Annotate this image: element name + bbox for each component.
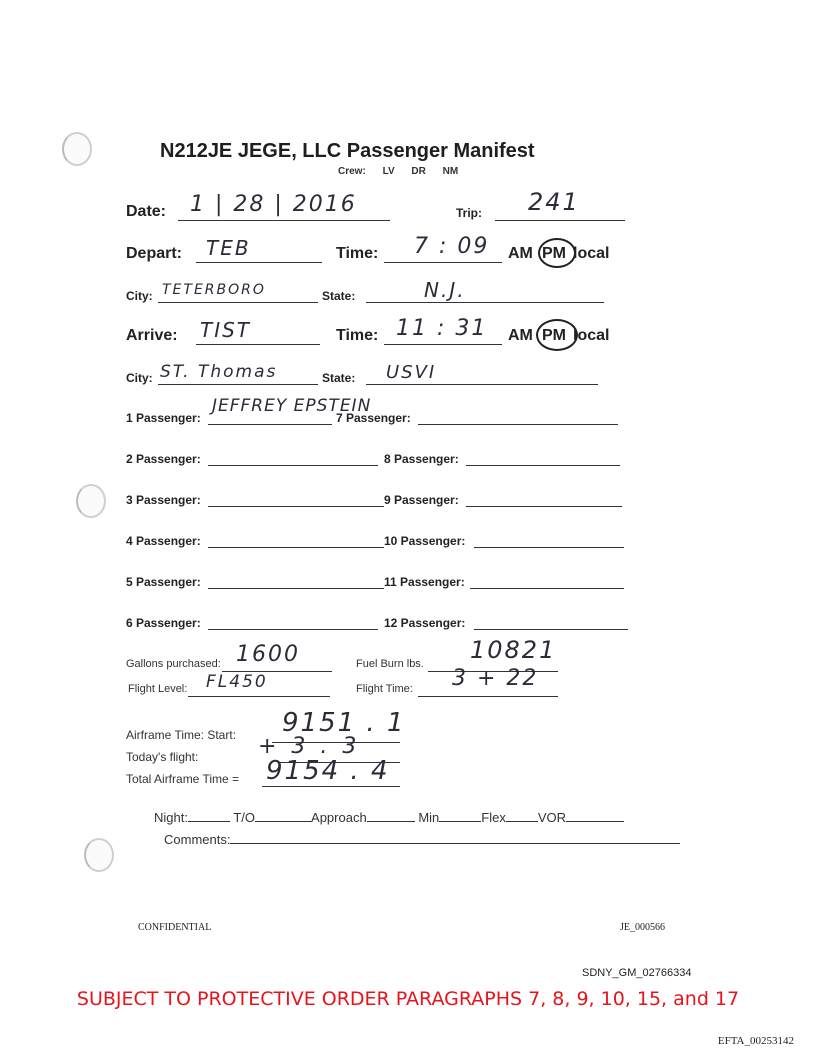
trip-label: Trip: — [456, 206, 482, 220]
passenger-label-9: 9 Passenger: — [384, 493, 459, 507]
crew-label: Crew: — [338, 166, 366, 177]
gallons-label: Gallons purchased: — [126, 658, 221, 670]
todays-flight-value: + 3 . 3 — [258, 734, 361, 759]
binder-hole-top — [62, 132, 92, 166]
manifest-title: N212JE JEGE, LLC Passenger Manifest — [160, 140, 535, 162]
to-label: T/O — [233, 810, 256, 825]
fuel-burn-value: 10821 — [470, 636, 557, 664]
arrive-city-label: City: — [126, 371, 153, 385]
passenger-line-5 — [208, 588, 384, 589]
flex-label: Flex — [481, 810, 506, 825]
depart-time-value: 7 : 09 — [414, 234, 490, 259]
arrive-time-label: Time: — [336, 327, 379, 344]
depart-am-label: AM — [508, 245, 533, 262]
gallons-value: 1600 — [236, 642, 300, 667]
arrive-value: TIST — [200, 318, 252, 342]
protective-order-stamp: SUBJECT TO PROTECTIVE ORDER PARAGRAPHS 7, 8, 9, 10, 15, and 17 — [76, 988, 740, 1010]
arrive-time-value: 11 : 31 — [396, 316, 488, 341]
vor-label: VOR — [537, 810, 566, 825]
depart-line — [196, 262, 322, 263]
bates-number: SDNY_GM_02766334 — [582, 967, 692, 979]
depart-state-line — [366, 302, 604, 303]
depart-city-value: TETERBORO — [162, 282, 266, 298]
passenger-label-10: 10 Passenger: — [384, 534, 466, 548]
arrive-city-value: ST. Thomas — [160, 362, 278, 382]
passenger-label-3: 3 Passenger: — [126, 493, 201, 507]
passenger-label-12: 12 Passenger: — [384, 616, 466, 630]
date-label: Date: — [126, 203, 167, 220]
total-airframe-label: Total Airframe Time = — [126, 772, 240, 786]
passenger-label-5: 5 Passenger: — [126, 575, 201, 589]
passenger-line-2 — [208, 465, 378, 466]
passenger-line-9 — [466, 506, 622, 507]
min-label: Min — [418, 810, 440, 825]
flight-time-line — [418, 696, 558, 697]
depart-value: TEB — [206, 236, 251, 260]
todays-flight-label: Today's flight: — [126, 750, 199, 764]
passenger-line-10 — [474, 547, 624, 548]
passenger-line-3 — [208, 506, 384, 507]
trip-line — [495, 220, 625, 221]
arrive-label: Arrive: — [126, 327, 178, 344]
passenger-label-6: 6 Passenger: — [126, 616, 201, 630]
flight-time-label: Flight Time: — [356, 683, 413, 695]
efta-number: EFTA_00253142 — [717, 1035, 794, 1047]
arrive-city-line — [158, 384, 318, 385]
passenger-line-12 — [474, 629, 628, 630]
total-airframe-line — [262, 786, 400, 787]
date-line — [178, 220, 390, 221]
passenger-line-1 — [208, 424, 332, 425]
depart-time-line — [384, 262, 502, 263]
passenger-value-1: JEFFREY EPSTEIN — [212, 396, 372, 416]
document-id: JE_000566 — [620, 922, 665, 933]
binder-hole-middle — [76, 484, 106, 518]
arrive-state-line — [366, 384, 598, 385]
arrive-local-label: local — [573, 327, 610, 344]
passenger-line-11 — [470, 588, 624, 589]
passenger-label-8: 8 Passenger: — [384, 452, 459, 466]
flight-level-label: Flight Level: — [128, 683, 188, 695]
arrive-pm-label: PM — [542, 327, 566, 344]
airframe-start-label: Airframe Time: Start: — [126, 728, 237, 742]
arrive-state-label: State: — [322, 371, 356, 385]
flight-level-line — [188, 696, 330, 697]
log-line — [154, 810, 624, 825]
arrive-state-value: USVI — [386, 362, 437, 383]
crew-member: LV — [382, 166, 395, 177]
date-value: 1 | 28 | 2016 — [190, 192, 357, 217]
arrive-am-label: AM — [508, 327, 533, 344]
arrive-time-line — [384, 344, 502, 345]
passenger-label-2: 2 Passenger: — [126, 452, 201, 466]
comments-label: Comments: — [164, 832, 231, 847]
approach-label: Approach — [311, 810, 367, 825]
binder-hole-bottom — [84, 838, 114, 872]
depart-city-line — [158, 302, 318, 303]
depart-state-label: State: — [322, 289, 356, 303]
flight-level-value: FL450 — [206, 672, 268, 692]
depart-pm-label: PM — [542, 245, 566, 262]
passenger-line-4 — [208, 547, 384, 548]
passenger-label-11: 11 Passenger: — [384, 575, 465, 589]
crew-line — [338, 166, 458, 177]
depart-state-value: N.J. — [424, 278, 466, 302]
total-airframe-value: 9154 . 4 — [266, 756, 390, 786]
airframe-start-value: 9151 . 1 — [282, 708, 406, 738]
night-label: Night: — [154, 810, 188, 825]
trip-value: 241 — [528, 188, 580, 216]
comments-row — [164, 832, 680, 847]
passenger-label-4: 4 Passenger: — [126, 534, 201, 548]
passenger-label-7: 7 Passenger: — [336, 411, 411, 425]
depart-time-label: Time: — [336, 245, 379, 262]
crew-member: NM — [442, 166, 459, 177]
depart-label: Depart: — [126, 245, 183, 262]
flight-time-value: 3 + 22 — [452, 666, 539, 691]
passenger-line-7 — [418, 424, 618, 425]
passenger-line-6 — [208, 629, 378, 630]
passenger-line-8 — [466, 465, 620, 466]
depart-city-label: City: — [126, 289, 153, 303]
passenger-label-1: 1 Passenger: — [126, 411, 201, 425]
fuel-burn-label: Fuel Burn lbs. — [356, 658, 424, 670]
crew-member: DR — [411, 166, 426, 177]
confidential-label: CONFIDENTIAL — [138, 922, 212, 933]
arrive-line — [196, 344, 320, 345]
depart-local-label: local — [573, 245, 610, 262]
